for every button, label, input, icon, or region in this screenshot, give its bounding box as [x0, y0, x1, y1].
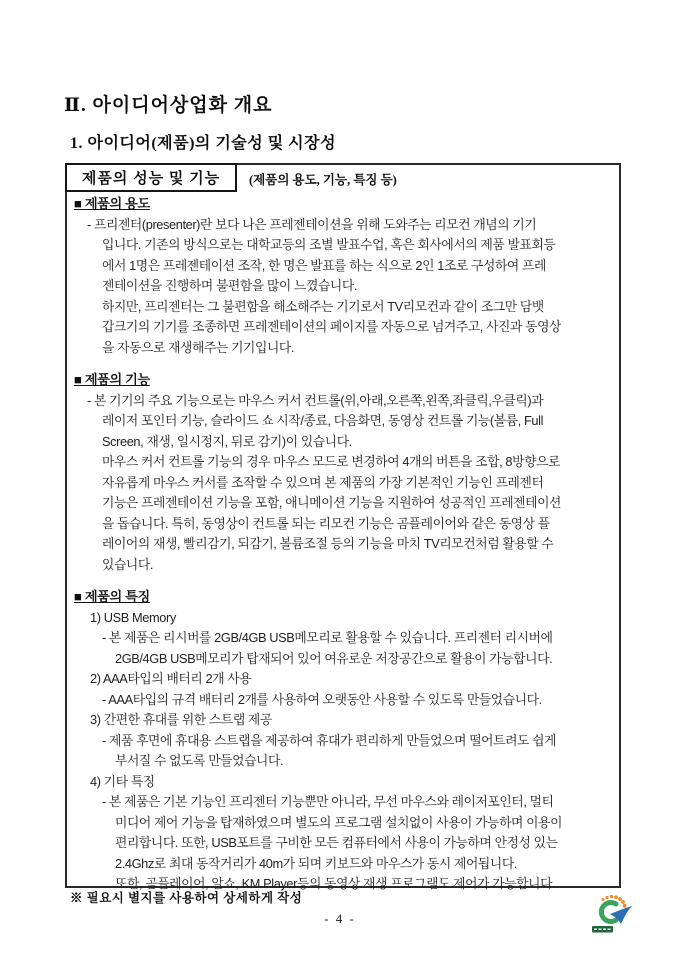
text-line: 4) 기타 특징 [90, 773, 155, 789]
text-line: 기능은 프레젠테이션 기능을 포함, 애니메이션 기능을 지원하여 성공적인 프레젠테이션 [102, 495, 562, 510]
box-body [67, 191, 619, 895]
footnote: ※ 필요시 별지를 사용하여 상세하게 작성 [70, 891, 303, 905]
text-line: 2GB/4GB USB메모리가 탑재되어 있어 여유로운 저장공간으로 활용이 가능합니다. [115, 650, 553, 666]
text-line: 미디어 제어 기능을 탑재하였으며 별도의 프로그램 설치없이 사용이 가능하며 이용이 [115, 814, 563, 830]
text-line: 레이어의 재생, 빨리감기, 되감기, 볼륨조절 등의 기능을 마치 TV리모컨처럼 활용할 수 [102, 536, 554, 551]
org-logo-icon [592, 893, 638, 937]
section-title: 1. 아이디어(제품)의 기술성 및 시장성 [70, 135, 337, 152]
content-section [67, 587, 613, 895]
section-heading: ■ 제품의 특징 [74, 589, 150, 604]
text-line: 을 돕습니다. 특히, 동영상이 컨트롤 되는 리모컨 기능은 곰플레이어와 같은 동영상 플 [102, 515, 550, 531]
content-section [67, 370, 613, 575]
table-header-note: (제품의 용도, 기능, 특징 등) [249, 173, 397, 187]
text-line: 있습니다. [102, 556, 154, 572]
section-heading: ■ 제품의 기능 [74, 372, 150, 387]
logo-green-ring [601, 903, 616, 922]
content-box [65, 163, 621, 891]
text-line: 하지만, 프리젠터는 그 불편함을 해소해주는 기기로서 TV리모컨과 같이 조그만 담뱃 [102, 298, 544, 314]
text-line: 자유롭게 마우스 커서를 조작할 수 있으며 본 제품의 가장 기본적인 기능인 프레젠터 [102, 474, 544, 490]
text-line: - AAA타입의 규격 배터리 2개를 사용하여 오랫동안 사용할 수 있도록 만들었습니다. [102, 691, 542, 707]
main-title: Ⅱ. 아이디어상업화 개요 [64, 95, 273, 116]
text-line: 을 자동으로 재생해주는 기기입니다. [102, 339, 295, 355]
text-line: - 프리젠터(presenter)란 보다 나은 프레젠테이션을 위해 도와주는 리모컨 개념의 기기 [87, 216, 537, 232]
text-line: - 본 기기의 주요 기능으로는 마우스 커서 컨트롤(위,아래,오른쪽,왼쪽,좌클릭,우클릭)과 [87, 392, 544, 408]
text-line: 1) USB Memory [90, 609, 176, 625]
text-line: 젠테이션을 진행하며 불편함을 많이 느꼈습니다. [102, 278, 358, 293]
text-line: 편리합니다. 또한, USB포트를 구비한 모든 컴퓨터에서 사용이 가능하며 안정성 있는 [115, 835, 558, 850]
text-line: 또한, 곰플레이어, 알쇼, KM Player등의 동영상 재생 프로그램도 제어가 가능합니다. [115, 876, 556, 891]
text-line: - 제품 후면에 휴대용 스트랩을 제공하여 휴대가 편리하게 만들었으며 떨어트려도 쉽게 [102, 732, 557, 748]
text-line: 마우스 커서 컨트롤 기능의 경우 마우스 모드로 변경하여 4개의 버튼을 조합, 8방향으로 [102, 454, 560, 469]
text-line: 입니다. 기존의 방식으로는 대학교등의 조별 발표수업, 혹은 회사에서의 제품 발표회등 [102, 237, 556, 252]
text-line: 2) AAA타입의 배터리 2개 사용 [90, 671, 252, 686]
table-header-cell: 제품의 성능 및 기능 [65, 163, 237, 192]
content-section [67, 194, 613, 358]
text-line: 갑크기의 기기를 조종하면 프레젠테이션의 페이지를 자동으로 넘겨주고, 사진과 동영상 [102, 319, 562, 334]
text-line: 부서질 수 없도록 만들었습니다. [115, 753, 284, 768]
text-line: 2.4Ghz로 최대 동작거리가 40m가 되며 키보드와 마우스가 동시 제어됩니다. [115, 855, 517, 871]
logo-text-badge [592, 926, 613, 933]
text-line: - 본 제품은 리시버를 2GB/4GB USB메모리로 활용할 수 있습니다. 프리젠터 리시버에 [102, 630, 553, 645]
text-line: 3) 간편한 휴대를 위한 스트랩 제공 [90, 712, 272, 727]
text-line: Screen, 재생, 일시정지, 뒤로 감기)이 있습니다. [102, 433, 352, 449]
page-number: - 4 - [324, 911, 356, 926]
text-line: 레이저 포인터 기능, 슬라이드 쇼 시작/종료, 다음화면, 동영상 컨트롤 기능(볼륨, Full [102, 413, 544, 428]
section-heading: ■ 제품의 용도 [74, 196, 150, 211]
text-line: - 본 제품은 기본 기능인 프리젠터 기능뿐만 아니라, 무선 마우스와 레이저포인터, 멀티 [102, 794, 554, 809]
text-line: 에서 1명은 프레젠테이션 조작, 한 명은 발표를 하는 식으로 2인 1조로 구성하여 프레 [102, 257, 546, 273]
table-header-row [67, 165, 619, 191]
